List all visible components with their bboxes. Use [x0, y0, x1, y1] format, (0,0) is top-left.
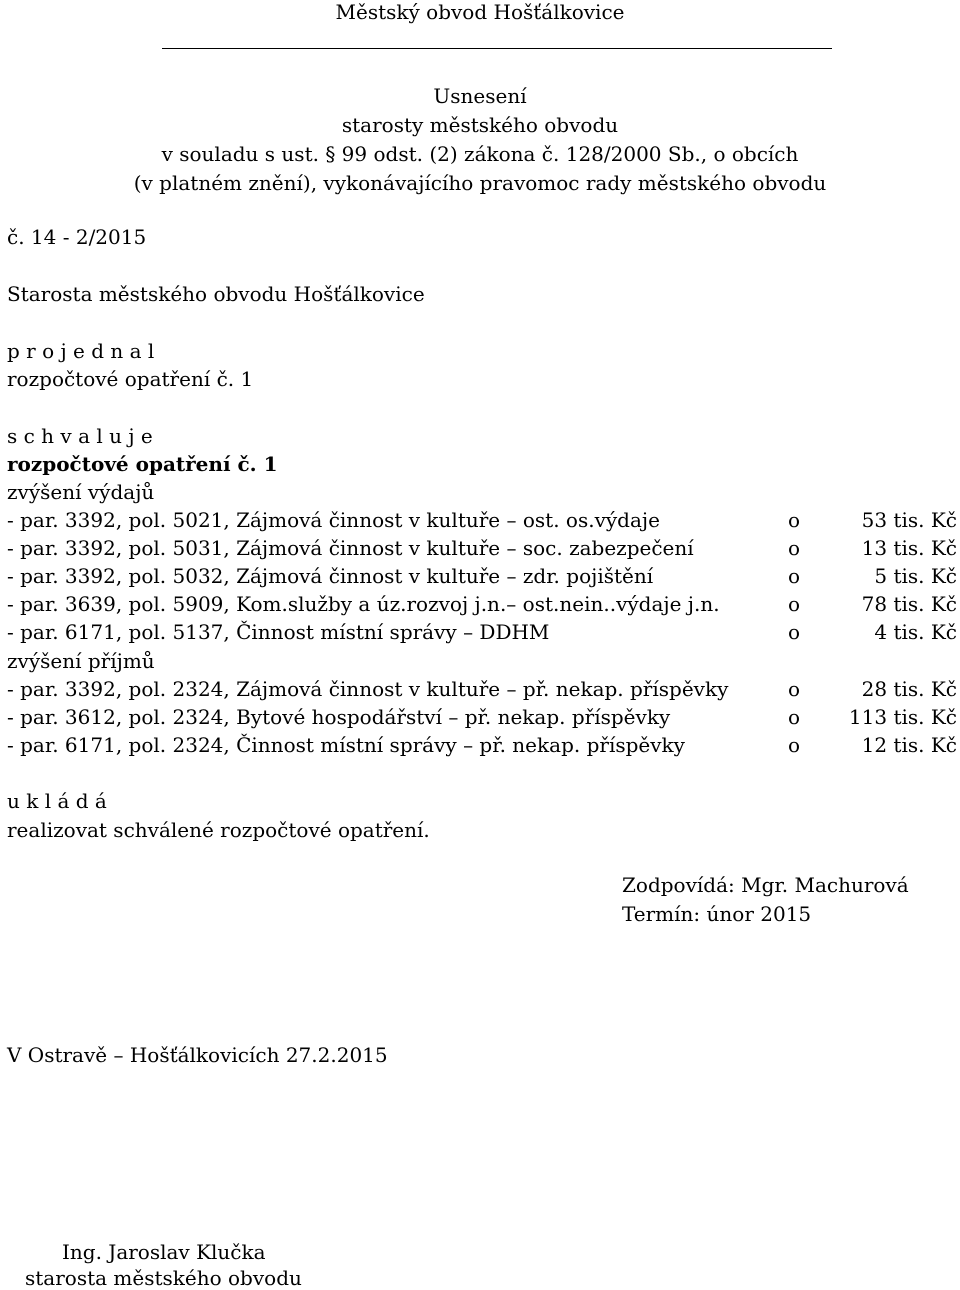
expense-text: - par. 3392, pol. 5021, Zájmová činnost v kultuře – ost. os.výdaje: [7, 508, 660, 532]
expense-text: - par. 3392, pol. 5032, Zájmová činnost v kultuře – zdr. pojištění: [7, 564, 654, 588]
document-subtitle: starosty městského obvodu: [341, 113, 619, 137]
expense-amount: 5 tis. Kč: [874, 564, 957, 588]
expense-op: o: [788, 620, 801, 644]
income-text: - par. 3612, pol. 2324, Bytové hospodářství – př. nekap. příspěvky: [7, 705, 671, 729]
document-title: Usnesení: [433, 84, 527, 108]
office-name: Městský obvod Hošťálkovice: [335, 0, 625, 24]
income-heading: zvýšení příjmů: [7, 649, 155, 673]
income-amount: 12 tis. Kč: [861, 733, 957, 757]
expense-amount: 13 tis. Kč: [861, 536, 957, 560]
expense-amount: 78 tis. Kč: [861, 592, 957, 616]
header-divider: [162, 48, 832, 49]
income-row: [7, 705, 957, 731]
responsible-person: Zodpovídá: Mgr. Machurová: [622, 873, 909, 897]
income-text: - par. 6171, pol. 2324, Činnost místní správy – př. nekap. příspěvky: [7, 733, 685, 757]
discussed-verb: p r o j e d n a l: [7, 339, 155, 363]
expense-op: o: [788, 508, 801, 532]
expense-op: o: [788, 536, 801, 560]
income-op: o: [788, 705, 801, 729]
expense-text: - par. 3639, pol. 5909, Kom.služby a úz.rozvoj j.n.– ost.nein..výdaje j.n.: [7, 592, 720, 616]
expense-row: [7, 620, 957, 646]
income-row: [7, 677, 957, 703]
income-op: o: [788, 733, 801, 757]
expense-row: [7, 508, 957, 534]
legal-basis-line-2: (v platném znění), vykonávajícího pravomoc rady městského obvodu: [133, 171, 827, 195]
expenses-heading: zvýšení výdajů: [7, 480, 155, 504]
signatory-name: Ing. Jaroslav Klučka: [62, 1240, 266, 1264]
orders-verb: u k l á d á: [7, 789, 107, 813]
legal-basis-line-1: v souladu s ust. § 99 odst. (2) zákona č. 128/2000 Sb., o obcích: [161, 142, 799, 166]
orders-object: realizovat schválené rozpočtové opatření.: [7, 818, 430, 842]
expense-row: [7, 592, 957, 618]
expense-op: o: [788, 592, 801, 616]
expense-row: [7, 564, 957, 590]
approves-verb: s c h v a l u j e: [7, 424, 153, 448]
expense-amount: 53 tis. Kč: [861, 508, 957, 532]
income-row: [7, 733, 957, 759]
actor: Starosta městského obvodu Hošťálkovice: [7, 282, 425, 306]
income-op: o: [788, 677, 801, 701]
income-text: - par. 3392, pol. 2324, Zájmová činnost v kultuře – př. nekap. příspěvky: [7, 677, 729, 701]
discussed-object: rozpočtové opatření č. 1: [7, 367, 254, 391]
income-amount: 113 tis. Kč: [848, 705, 957, 729]
expense-op: o: [788, 564, 801, 588]
place-date: V Ostravě – Hošťálkovicích 27.2.2015: [7, 1043, 388, 1067]
approves-object: rozpočtové opatření č. 1: [7, 452, 278, 476]
expense-row: [7, 536, 957, 562]
signatory-role: starosta městského obvodu: [25, 1266, 302, 1290]
deadline: Termín: únor 2015: [622, 902, 812, 926]
expense-text: - par. 3392, pol. 5031, Zájmová činnost v kultuře – soc. zabezpečení: [7, 536, 694, 560]
expense-amount: 4 tis. Kč: [874, 620, 957, 644]
income-amount: 28 tis. Kč: [861, 677, 957, 701]
expense-text: - par. 6171, pol. 5137, Činnost místní správy – DDHM: [7, 620, 550, 644]
resolution-number: č. 14 - 2/2015: [7, 225, 147, 249]
